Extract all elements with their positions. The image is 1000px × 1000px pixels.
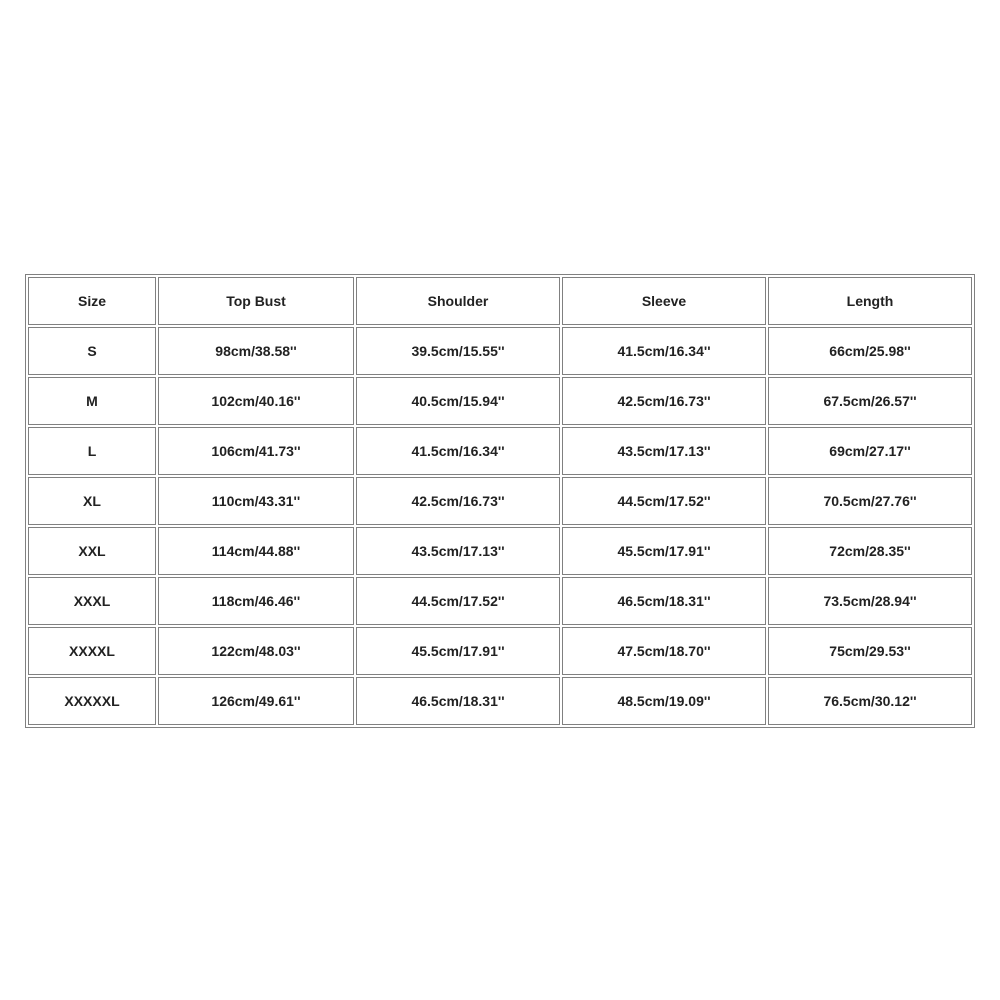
- cell-top-bust: 98cm/38.58'': [158, 327, 354, 375]
- table-row: [28, 477, 972, 525]
- header-length: Length: [768, 277, 972, 325]
- header-top-bust: Top Bust: [158, 277, 354, 325]
- cell-shoulder: 41.5cm/16.34'': [356, 427, 560, 475]
- cell-size: S: [28, 327, 156, 375]
- table-row: [28, 377, 972, 425]
- cell-length: 73.5cm/28.94'': [768, 577, 972, 625]
- cell-top-bust: 114cm/44.88'': [158, 527, 354, 575]
- table-row: [28, 577, 972, 625]
- header-shoulder: Shoulder: [356, 277, 560, 325]
- cell-size: M: [28, 377, 156, 425]
- cell-size: L: [28, 427, 156, 475]
- table-row: [28, 327, 972, 375]
- cell-length: 75cm/29.53'': [768, 627, 972, 675]
- cell-top-bust: 110cm/43.31'': [158, 477, 354, 525]
- cell-sleeve: 47.5cm/18.70'': [562, 627, 766, 675]
- cell-sleeve: 43.5cm/17.13'': [562, 427, 766, 475]
- table-row: [28, 527, 972, 575]
- cell-length: 69cm/27.17'': [768, 427, 972, 475]
- cell-shoulder: 39.5cm/15.55'': [356, 327, 560, 375]
- cell-sleeve: 48.5cm/19.09'': [562, 677, 766, 725]
- cell-size: XXL: [28, 527, 156, 575]
- cell-size: XXXL: [28, 577, 156, 625]
- cell-length: 72cm/28.35'': [768, 527, 972, 575]
- header-size: Size: [28, 277, 156, 325]
- cell-size: XXXXXL: [28, 677, 156, 725]
- cell-shoulder: 45.5cm/17.91'': [356, 627, 560, 675]
- cell-length: 66cm/25.98'': [768, 327, 972, 375]
- cell-length: 70.5cm/27.76'': [768, 477, 972, 525]
- cell-sleeve: 42.5cm/16.73'': [562, 377, 766, 425]
- size-chart-table: [25, 274, 975, 728]
- cell-shoulder: 46.5cm/18.31'': [356, 677, 560, 725]
- cell-top-bust: 122cm/48.03'': [158, 627, 354, 675]
- cell-shoulder: 44.5cm/17.52'': [356, 577, 560, 625]
- cell-sleeve: 44.5cm/17.52'': [562, 477, 766, 525]
- table-row: [28, 677, 972, 725]
- cell-top-bust: 102cm/40.16'': [158, 377, 354, 425]
- cell-top-bust: 106cm/41.73'': [158, 427, 354, 475]
- header-sleeve: Sleeve: [562, 277, 766, 325]
- header-row: [28, 277, 972, 325]
- cell-length: 67.5cm/26.57'': [768, 377, 972, 425]
- table-row: [28, 627, 972, 675]
- table-row: [28, 427, 972, 475]
- cell-shoulder: 40.5cm/15.94'': [356, 377, 560, 425]
- cell-sleeve: 46.5cm/18.31'': [562, 577, 766, 625]
- cell-top-bust: 126cm/49.61'': [158, 677, 354, 725]
- cell-length: 76.5cm/30.12'': [768, 677, 972, 725]
- cell-size: XXXXL: [28, 627, 156, 675]
- cell-sleeve: 45.5cm/17.91'': [562, 527, 766, 575]
- cell-shoulder: 42.5cm/16.73'': [356, 477, 560, 525]
- cell-top-bust: 118cm/46.46'': [158, 577, 354, 625]
- cell-sleeve: 41.5cm/16.34'': [562, 327, 766, 375]
- cell-size: XL: [28, 477, 156, 525]
- cell-shoulder: 43.5cm/17.13'': [356, 527, 560, 575]
